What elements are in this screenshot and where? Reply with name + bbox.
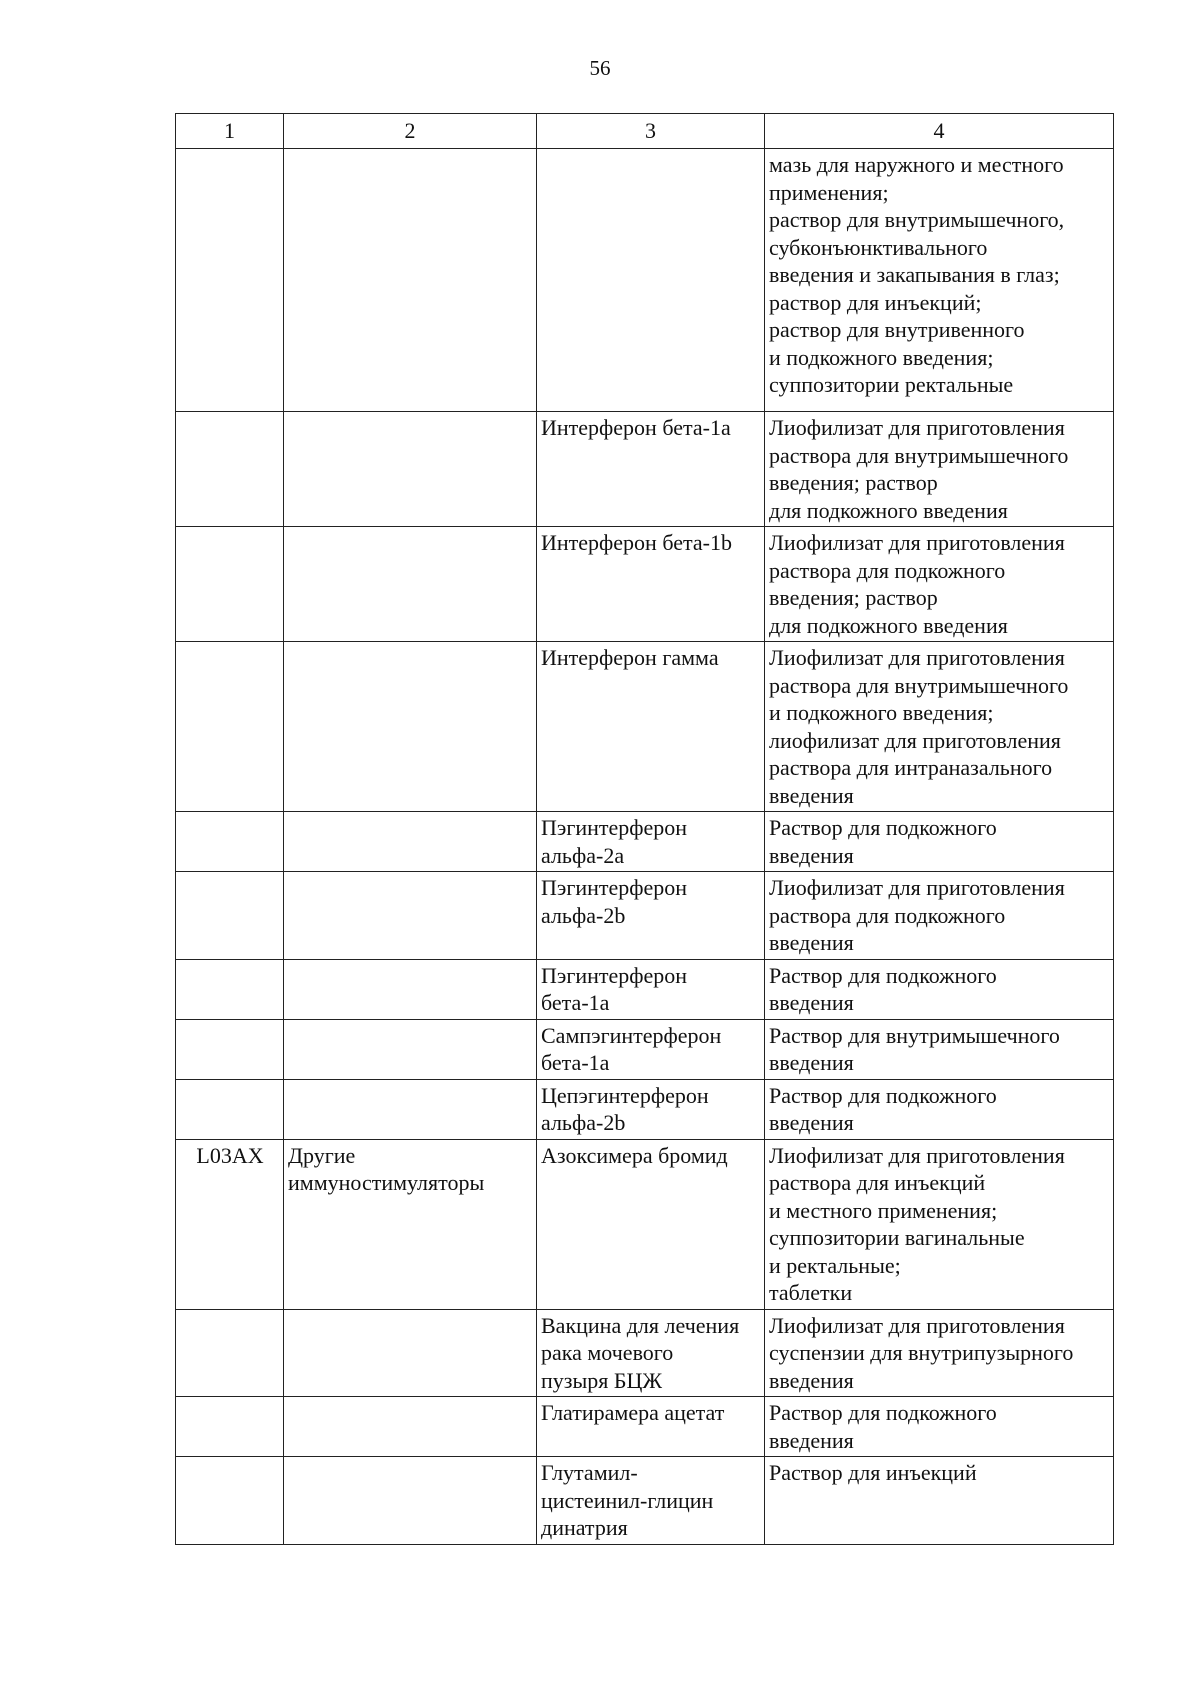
group-cell [284, 642, 537, 812]
dosage-form-cell: Лиофилизат для приготовления раствора для внутримышечного введения; раствор для подкожного введения [765, 412, 1114, 527]
header-cell-4: 4 [765, 114, 1114, 149]
group-cell [284, 412, 537, 527]
table-row [176, 1457, 1114, 1545]
dosage-form-cell: Раствор для подкожного введения [765, 959, 1114, 1019]
header-cell-3: 3 [537, 114, 765, 149]
table-row [176, 412, 1114, 527]
drug-name-cell: Глутамил- цистеинил-глицин динатрия [537, 1457, 765, 1545]
drug-table [175, 113, 1114, 1545]
code-cell [176, 412, 284, 527]
drug-name-cell: Интерферон гамма [537, 642, 765, 812]
code-cell [176, 527, 284, 642]
group-cell [284, 1309, 537, 1397]
group-cell [284, 527, 537, 642]
group-cell [284, 812, 537, 872]
code-cell [176, 1309, 284, 1397]
group-cell [284, 1019, 537, 1079]
group-cell: Другие иммуностимуляторы [284, 1139, 537, 1309]
table-row [176, 872, 1114, 960]
header-cell-1: 1 [176, 114, 284, 149]
table-row [176, 1397, 1114, 1457]
table-row [176, 642, 1114, 812]
drug-name-cell: Пэгинтерферон альфа-2а [537, 812, 765, 872]
code-cell [176, 812, 284, 872]
group-cell [284, 1079, 537, 1139]
drug-name-cell: Пэгинтерферон бета-1а [537, 959, 765, 1019]
table-row [176, 1309, 1114, 1397]
table-body [176, 114, 1114, 1545]
code-cell [176, 1397, 284, 1457]
dosage-form-cell: Лиофилизат для приготовления раствора для инъекций и местного применения; суппозитории вагинальные и ректальные; таблетки [765, 1139, 1114, 1309]
dosage-form-cell: Лиофилизат для приготовления раствора для подкожного введения [765, 872, 1114, 960]
table-row [176, 1079, 1114, 1139]
dosage-form-cell: Раствор для подкожного введения [765, 1397, 1114, 1457]
code-cell [176, 959, 284, 1019]
table-row [176, 527, 1114, 642]
drug-name-cell: Цепэгинтерферон альфа-2b [537, 1079, 765, 1139]
dosage-form-cell: Раствор для внутримышечного введения [765, 1019, 1114, 1079]
table-row [176, 1139, 1114, 1309]
dosage-form-cell: Лиофилизат для приготовления раствора для подкожного введения; раствор для подкожного введения [765, 527, 1114, 642]
drug-name-cell: Глатирамера ацетат [537, 1397, 765, 1457]
drug-name-cell: Пэгинтерферон альфа-2b [537, 872, 765, 960]
code-cell [176, 642, 284, 812]
drug-name-cell: Интерферон бета-1а [537, 412, 765, 527]
code-cell [176, 1079, 284, 1139]
dosage-form-cell: Лиофилизат для приготовления суспензии для внутрипузырного введения [765, 1309, 1114, 1397]
dosage-form-cell: мазь для наружного и местного применения; раствор для внутримышечного, субконъюнктивального введения и закапывания в глаз; раствор для инъекций; раствор для внутривенного и подкожного введения; суппозитории ректальные [765, 149, 1114, 412]
code-cell: L03AX [176, 1139, 284, 1309]
group-cell [284, 959, 537, 1019]
page-number: 56 [589, 56, 611, 80]
drug-name-cell [537, 149, 765, 412]
table-row [176, 1019, 1114, 1079]
table-row [176, 812, 1114, 872]
code-cell [176, 872, 284, 960]
group-cell [284, 872, 537, 960]
table-row [176, 149, 1114, 412]
code-cell [176, 1457, 284, 1545]
header-cell-2: 2 [284, 114, 537, 149]
dosage-form-cell: Раствор для подкожного введения [765, 1079, 1114, 1139]
code-cell [176, 149, 284, 412]
group-cell [284, 149, 537, 412]
drug-name-cell: Интерферон бета-1b [537, 527, 765, 642]
dosage-form-cell: Раствор для инъекций [765, 1457, 1114, 1545]
dosage-form-cell: Раствор для подкожного введения [765, 812, 1114, 872]
dosage-form-cell: Лиофилизат для приготовления раствора для внутримышечного и подкожного введения; лиофилизат для приготовления раствора для интраназального введения [765, 642, 1114, 812]
group-cell [284, 1457, 537, 1545]
code-cell [176, 1019, 284, 1079]
drug-name-cell: Вакцина для лечения рака мочевого пузыря БЦЖ [537, 1309, 765, 1397]
group-cell [284, 1397, 537, 1457]
table-row [176, 959, 1114, 1019]
drug-name-cell: Азоксимера бромид [537, 1139, 765, 1309]
table-header-row [176, 114, 1114, 149]
drug-name-cell: Сампэгинтерферон бета-1а [537, 1019, 765, 1079]
